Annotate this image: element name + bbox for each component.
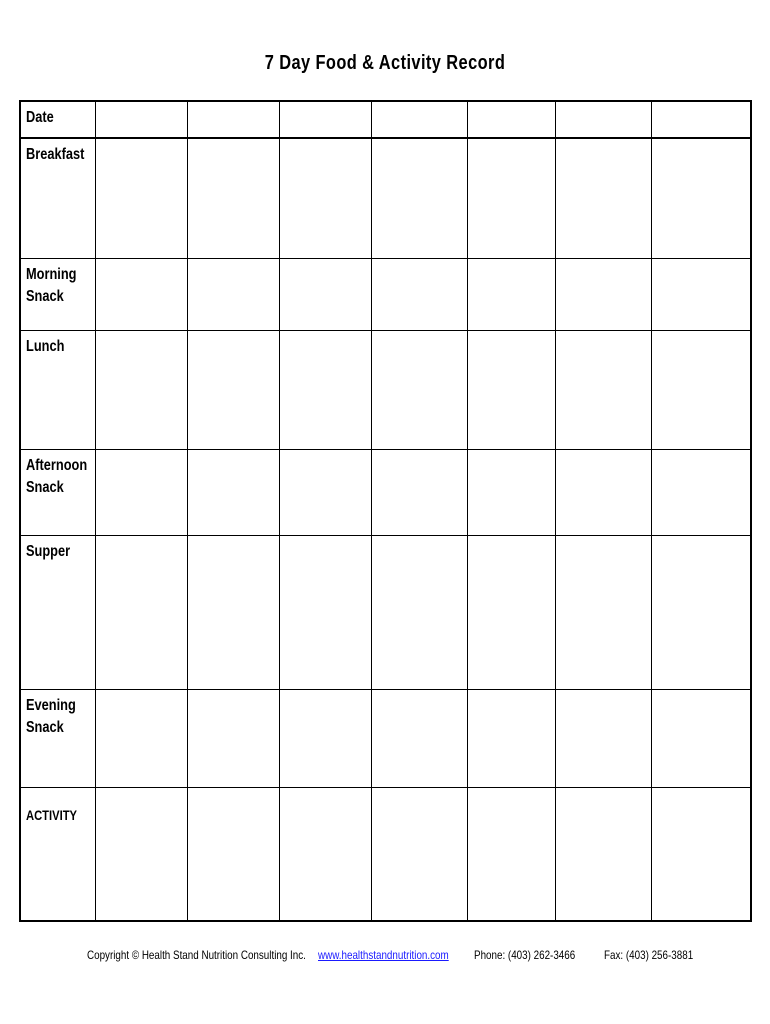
row-label-date: Date	[20, 101, 95, 138]
entry-cell[interactable]	[371, 535, 467, 689]
entry-cell[interactable]	[467, 535, 555, 689]
page-title: 7 Day Food & Activity Record	[264, 52, 506, 74]
entry-cell[interactable]	[95, 258, 187, 330]
entry-cell[interactable]	[279, 138, 371, 258]
entry-cell[interactable]	[95, 449, 187, 535]
date-cell[interactable]	[651, 101, 751, 138]
row-label-evening-snack: Evening Snack	[20, 689, 95, 787]
row-label-activity: ACTIVITY	[20, 787, 95, 921]
fax-text: Fax: (403) 256-3881	[604, 948, 694, 962]
entry-cell[interactable]	[187, 258, 279, 330]
entry-cell[interactable]	[555, 138, 651, 258]
website-link-text[interactable]: www.healthstandnutrition.com	[318, 948, 449, 962]
entry-cell[interactable]	[555, 258, 651, 330]
afternoon-snack-row	[20, 449, 751, 535]
entry-cell[interactable]	[651, 330, 751, 449]
date-cell[interactable]	[279, 101, 371, 138]
entry-cell[interactable]	[187, 138, 279, 258]
copyright-text: Copyright © Health Stand Nutrition Consulting Inc.	[87, 948, 306, 962]
lunch-row	[20, 330, 751, 449]
entry-cell[interactable]	[651, 258, 751, 330]
evening-snack-row	[20, 689, 751, 787]
entry-cell[interactable]	[467, 138, 555, 258]
supper-row	[20, 535, 751, 689]
phone-text: Phone: (403) 262-3466	[474, 948, 576, 962]
entry-cell[interactable]	[95, 787, 187, 921]
entry-cell[interactable]	[95, 689, 187, 787]
entry-cell[interactable]	[467, 449, 555, 535]
date-row	[20, 101, 751, 138]
entry-cell[interactable]	[371, 787, 467, 921]
website-link[interactable]	[318, 948, 449, 962]
entry-cell[interactable]	[555, 449, 651, 535]
entry-cell[interactable]	[279, 535, 371, 689]
date-cell[interactable]	[95, 101, 187, 138]
entry-cell[interactable]	[651, 138, 751, 258]
entry-cell[interactable]	[651, 787, 751, 921]
date-cell[interactable]	[371, 101, 467, 138]
date-cell[interactable]	[555, 101, 651, 138]
entry-cell[interactable]	[279, 449, 371, 535]
row-label-supper: Supper	[20, 535, 95, 689]
entry-cell[interactable]	[467, 787, 555, 921]
entry-cell[interactable]	[279, 330, 371, 449]
entry-cell[interactable]	[279, 689, 371, 787]
row-label-lunch: Lunch	[20, 330, 95, 449]
entry-cell[interactable]	[371, 258, 467, 330]
entry-cell[interactable]	[371, 689, 467, 787]
entry-cell[interactable]	[187, 449, 279, 535]
entry-cell[interactable]	[279, 787, 371, 921]
entry-cell[interactable]	[187, 330, 279, 449]
entry-cell[interactable]	[95, 330, 187, 449]
entry-cell[interactable]	[651, 535, 751, 689]
entry-cell[interactable]	[95, 535, 187, 689]
entry-cell[interactable]	[555, 787, 651, 921]
entry-cell[interactable]	[371, 330, 467, 449]
entry-cell[interactable]	[651, 689, 751, 787]
entry-cell[interactable]	[555, 535, 651, 689]
entry-cell[interactable]	[467, 689, 555, 787]
date-cell[interactable]	[187, 101, 279, 138]
row-label-breakfast: Breakfast	[20, 138, 95, 258]
entry-cell[interactable]	[467, 258, 555, 330]
entry-cell[interactable]	[187, 535, 279, 689]
entry-cell[interactable]	[371, 138, 467, 258]
entry-cell[interactable]	[187, 787, 279, 921]
date-cell[interactable]	[467, 101, 555, 138]
entry-cell[interactable]	[95, 138, 187, 258]
row-label-morning-snack: Morning Snack	[20, 258, 95, 330]
entry-cell[interactable]	[467, 330, 555, 449]
breakfast-row	[20, 138, 751, 258]
row-label-afternoon-snack: Afternoon Snack	[20, 449, 95, 535]
entry-cell[interactable]	[555, 689, 651, 787]
activity-row	[20, 787, 751, 921]
entry-cell[interactable]	[555, 330, 651, 449]
morning-snack-row	[20, 258, 751, 330]
entry-cell[interactable]	[651, 449, 751, 535]
entry-cell[interactable]	[371, 449, 467, 535]
entry-cell[interactable]	[187, 689, 279, 787]
food-activity-table	[19, 100, 752, 922]
entry-cell[interactable]	[279, 258, 371, 330]
